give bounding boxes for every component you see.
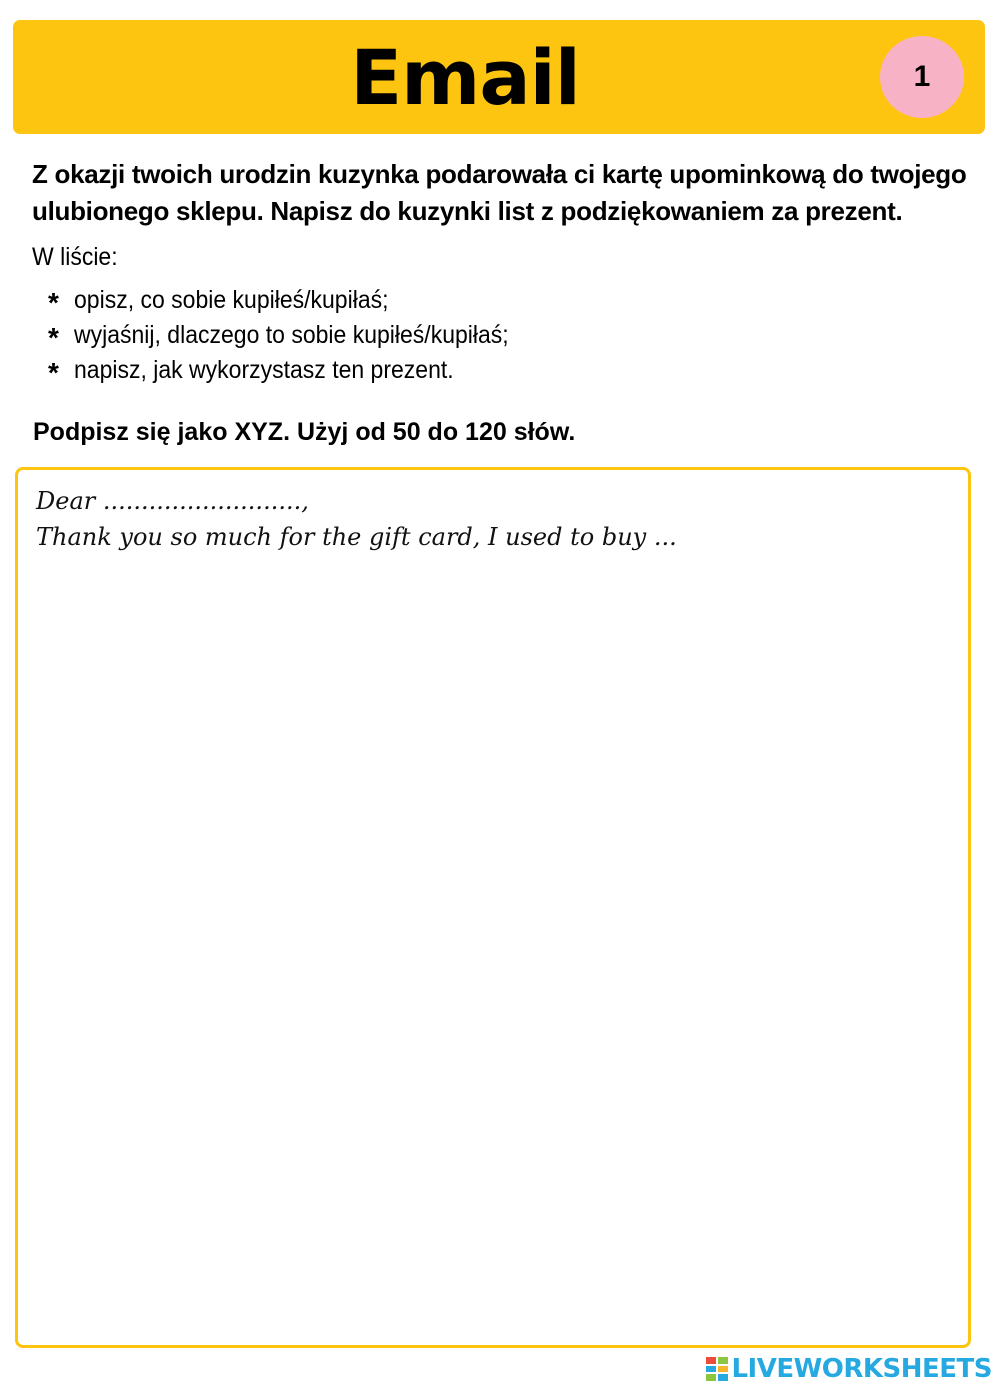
bullet-text: napisz, jak wykorzystasz ten prezent. <box>74 356 454 384</box>
list-item <box>48 319 546 354</box>
signature-instruction: Podpisz się jako XYZ. Użyj od 50 do 120 słów. <box>33 418 576 446</box>
list-item <box>48 354 546 389</box>
asterisk-icon: * <box>48 322 59 353</box>
task-bullet-list <box>48 284 546 389</box>
liveworksheets-brand[interactable] <box>706 1352 992 1386</box>
letter-opening-line: Thank you so much for the gift card, I used to buy ... <box>36 523 677 551</box>
asterisk-icon: * <box>48 357 59 388</box>
letter-greeting: Dear .........................., <box>36 487 309 515</box>
asterisk-icon: * <box>48 287 59 318</box>
bullet-text: wyjaśnij, dlaczego to sobie kupiłeś/kupiłaś; <box>74 321 509 349</box>
exercise-number-badge: 1 <box>880 36 964 118</box>
brand-name: LIVEWORKSHEETS <box>731 1354 992 1384</box>
in-letter-label: W liście: <box>32 243 118 271</box>
list-item <box>48 284 546 319</box>
page-title: Email <box>350 33 580 122</box>
liveworksheets-logo-icon <box>706 1357 728 1381</box>
bullet-text: opisz, co sobie kupiłeś/kupiłaś; <box>74 286 389 314</box>
task-instruction: Z okazji twoich urodzin kuzynka podarowała ci kartę upominkową do twojego ulubionego sklepu. Napisz do kuzynki list z podziękowaniem za prezent. <box>32 159 967 226</box>
answer-text-area[interactable] <box>15 467 971 1348</box>
